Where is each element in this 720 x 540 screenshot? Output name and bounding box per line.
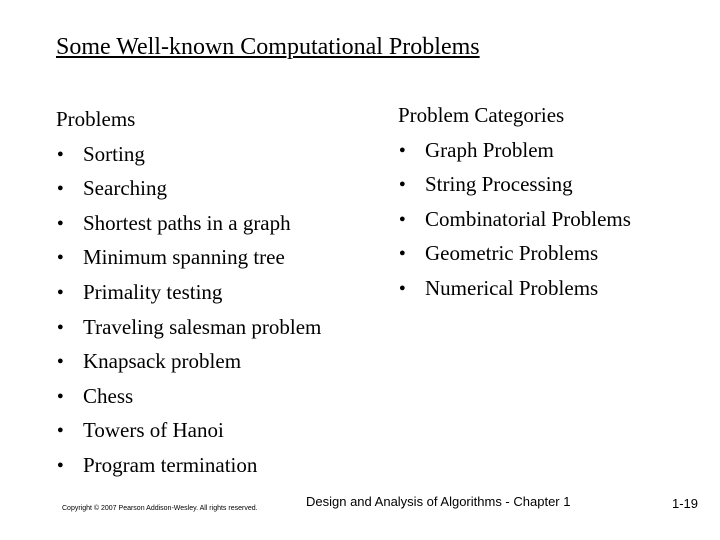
categories-heading: Problem Categories <box>398 103 565 127</box>
list-item <box>398 271 631 306</box>
list-item <box>398 202 631 237</box>
list-item-label: Traveling salesman problem <box>83 314 322 339</box>
bullet-icon: ● <box>57 147 64 160</box>
bullet-icon: ● <box>399 247 406 260</box>
list-item-label: Knapsack problem <box>83 349 242 374</box>
list-item <box>56 240 321 275</box>
list-item-label: Primality testing <box>83 279 223 304</box>
list-item-label: Sorting <box>83 141 145 166</box>
list-item <box>398 236 631 271</box>
bullet-icon: ● <box>57 458 64 471</box>
list-item-label: Searching <box>83 176 167 201</box>
list-item <box>56 379 321 414</box>
slide-title: Some Well-known Computational Problems <box>56 34 480 60</box>
bullet-icon: ● <box>399 143 406 156</box>
list-item-label: Geometric Problems <box>425 241 599 266</box>
bullet-icon: ● <box>57 320 64 333</box>
bullet-icon: ● <box>57 216 64 229</box>
bullet-icon: ● <box>57 251 64 264</box>
list-item-label: String Processing <box>425 172 573 197</box>
categories-column <box>398 98 631 306</box>
page-number: 1-19 <box>672 496 699 511</box>
list-item <box>56 206 321 241</box>
list-item-label: Minimum spanning tree <box>83 245 285 270</box>
bullet-icon: ● <box>57 389 64 402</box>
bullet-icon: ● <box>399 178 406 191</box>
list-item <box>56 448 321 483</box>
list-item <box>398 133 631 168</box>
list-item-label: Shortest paths in a graph <box>83 210 291 235</box>
list-item <box>398 167 631 202</box>
copyright-notice: Copyright © 2007 Pearson Addison-Wesley. All rights reserved. <box>62 505 258 512</box>
bullet-icon: ● <box>57 355 64 368</box>
bullet-icon: ● <box>57 182 64 195</box>
list-item <box>56 171 321 206</box>
bullet-icon: ● <box>399 212 406 225</box>
problems-column <box>56 102 321 483</box>
categories-list <box>398 133 631 306</box>
list-item-label: Combinatorial Problems <box>425 206 631 231</box>
course-footer: Design and Analysis of Algorithms - Chapter 1 <box>306 494 571 509</box>
list-item <box>56 310 321 345</box>
list-item <box>56 344 321 379</box>
list-item-label: Program termination <box>83 452 258 477</box>
list-item <box>56 413 321 448</box>
bullet-icon: ● <box>399 281 406 294</box>
bullet-icon: ● <box>57 424 64 437</box>
list-item <box>56 137 321 172</box>
list-item <box>56 275 321 310</box>
list-item-label: Numerical Problems <box>425 275 599 300</box>
list-item-label: Graph Problem <box>425 137 554 162</box>
bullet-icon: ● <box>57 285 64 298</box>
list-item-label: Towers of Hanoi <box>83 418 224 443</box>
problems-heading: Problems <box>56 107 136 131</box>
list-item-label: Chess <box>83 383 134 408</box>
problems-list <box>56 137 321 483</box>
